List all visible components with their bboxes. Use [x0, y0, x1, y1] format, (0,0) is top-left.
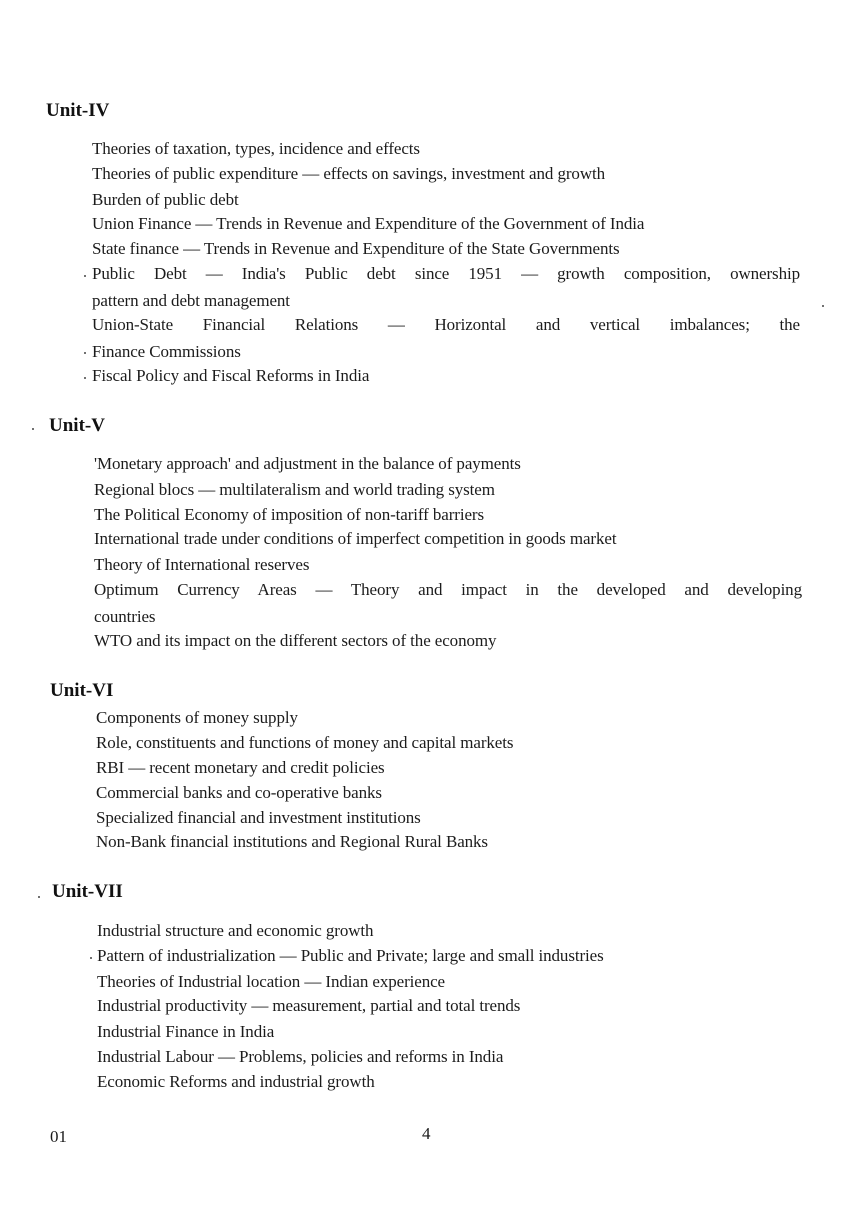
- unit-v-topic: Theory of International reserves: [94, 555, 310, 574]
- unit-iv-topic: Theories of public expenditure — effects on savings, investment and growth: [92, 164, 606, 183]
- unit-iv-topic: Burden of public debt: [92, 190, 239, 209]
- unit-vi-topic: Role, constituents and functions of money and capital markets: [96, 733, 514, 752]
- unit-vii-title: Unit-VII: [52, 881, 123, 902]
- unit-iv-topic: State finance — Trends in Revenue and Expenditure of the State Governments: [92, 239, 620, 258]
- scan-speck: [84, 377, 86, 379]
- unit-v-topic: Optimum Currency Areas — Theory and impact in the developed and developing: [94, 580, 802, 599]
- unit-v-topic: The Political Economy of imposition of non-tariff barriers: [94, 505, 484, 524]
- scan-speck: [38, 896, 40, 898]
- unit-vii-topic: Economic Reforms and industrial growth: [97, 1072, 375, 1091]
- unit-vii-topic: Industrial productivity — measurement, partial and total trends: [97, 996, 521, 1015]
- scan-speck: [822, 305, 824, 307]
- page-number: 4: [422, 1124, 431, 1143]
- unit-v-topic: Regional blocs — multilateralism and world trading system: [94, 480, 495, 499]
- unit-vi-topic: Commercial banks and co-operative banks: [96, 783, 382, 802]
- unit-vi-topic: Non-Bank financial institutions and Regional Rural Banks: [96, 832, 488, 851]
- unit-vi-topic: RBI — recent monetary and credit policies: [96, 758, 385, 777]
- unit-v-topic-continued: countries: [94, 607, 156, 626]
- unit-vi-title: Unit-VI: [50, 680, 114, 701]
- unit-iv-topic: Public Debt — India's Public debt since 1951 — growth composition, ownership: [92, 264, 800, 283]
- unit-iv-topic-continued: Finance Commissions: [92, 342, 241, 361]
- scan-speck: [84, 275, 86, 277]
- unit-iv-topic: Union Finance — Trends in Revenue and Expenditure of the Government of India: [92, 214, 645, 233]
- unit-iv-title: Unit-IV: [46, 100, 110, 121]
- unit-vi-topic: Specialized financial and investment institutions: [96, 808, 421, 827]
- unit-iv-topic: Union-State Financial Relations — Horizontal and vertical imbalances; the: [92, 315, 800, 334]
- unit-vii-topic: Industrial Labour — Problems, policies and reforms in India: [97, 1047, 504, 1066]
- unit-iv-topic: Fiscal Policy and Fiscal Reforms in India: [92, 366, 370, 385]
- unit-vii-topic: Theories of Industrial location — Indian experience: [97, 972, 445, 991]
- scan-speck: [32, 428, 34, 430]
- document-code: 01: [50, 1127, 67, 1146]
- unit-vii-topic: Industrial Finance in India: [97, 1022, 275, 1041]
- unit-vii-topic: Industrial structure and economic growth: [97, 921, 374, 940]
- scan-speck: [90, 957, 92, 959]
- unit-iv-topic: Theories of taxation, types, incidence and effects: [92, 139, 420, 158]
- unit-vii-topic: Pattern of industrialization — Public and Private; large and small industries: [97, 946, 604, 965]
- unit-v-topic: 'Monetary approach' and adjustment in the balance of payments: [94, 454, 521, 473]
- unit-v-topic: WTO and its impact on the different sectors of the economy: [94, 631, 497, 650]
- unit-v-topic: International trade under conditions of imperfect competition in goods market: [94, 529, 617, 548]
- scan-speck: [84, 352, 86, 354]
- unit-v-title: Unit-V: [49, 415, 105, 436]
- unit-vi-topic: Components of money supply: [96, 708, 298, 727]
- unit-iv-topic-continued: pattern and debt management: [92, 291, 290, 310]
